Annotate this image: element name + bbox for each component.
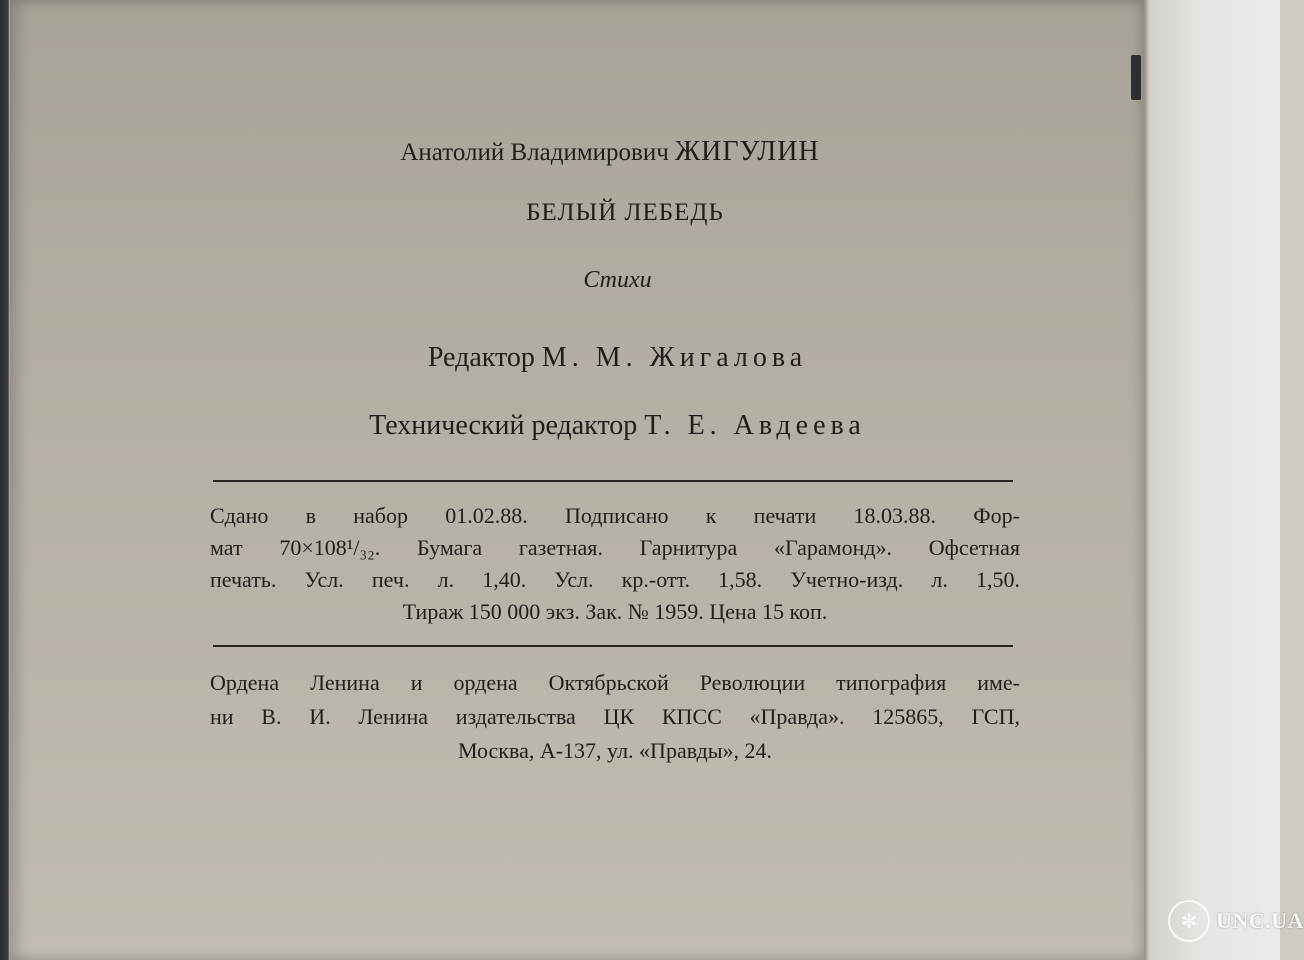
- divider-bottom: [213, 645, 1013, 647]
- printer-block: [210, 666, 1020, 768]
- tech-editor-name: Т. Е. Авдеева: [644, 410, 866, 441]
- sun-snowflake-icon: ✻: [1168, 900, 1210, 942]
- watermark: [1168, 900, 1304, 942]
- printer-line: Москва, А-137, ул. «Правды», 24.: [457, 738, 773, 763]
- printer-line: Ордена Ленина и ордена Октябрьской Революции типография име-: [210, 670, 1020, 695]
- imprint-line: мат 70×108¹/₃₂. Бумага газетная. Гарнитура «Гарамонд». Офсетная: [210, 535, 1020, 560]
- book-title: БЕЛЫЙ ЛЕБЕДЬ: [526, 199, 724, 226]
- author-line: [10, 138, 1210, 166]
- imprint-line: Тираж 150 000 экз. Зак. № 1959. Цена 15 коп.: [402, 599, 828, 624]
- divider-top: [213, 480, 1013, 482]
- author-surname: ЖИГУЛИН: [675, 136, 820, 167]
- binding-clip: [1131, 55, 1141, 100]
- book-genre: Стихи: [583, 267, 652, 293]
- editor-name: М. М. Жигалова: [541, 342, 808, 373]
- book-page: [10, 0, 1144, 960]
- editor-line: [10, 344, 1225, 372]
- editor-role: Редактор: [427, 342, 535, 373]
- printer-line: ни В. И. Ленина издательства ЦК КПСС «Правда». 125865, ГСП,: [210, 704, 1020, 729]
- imprint-line: Сдано в набор 01.02.88. Подписано к печати 18.03.88. Фор-: [210, 503, 1020, 528]
- background-sheet: [1150, 0, 1280, 960]
- imprint-line: печать. Усл. печ. л. 1,40. Усл. кр.-отт. 1,58. Учетно-изд. л. 1,50.: [210, 567, 1020, 592]
- tech-editor-line: [10, 412, 1225, 440]
- imprint-block: [210, 500, 1020, 628]
- watermark-text: UNC.UA: [1216, 908, 1304, 933]
- author-given-names: Анатолий Владимирович: [400, 139, 669, 166]
- tech-editor-role: Технический редактор: [369, 410, 638, 441]
